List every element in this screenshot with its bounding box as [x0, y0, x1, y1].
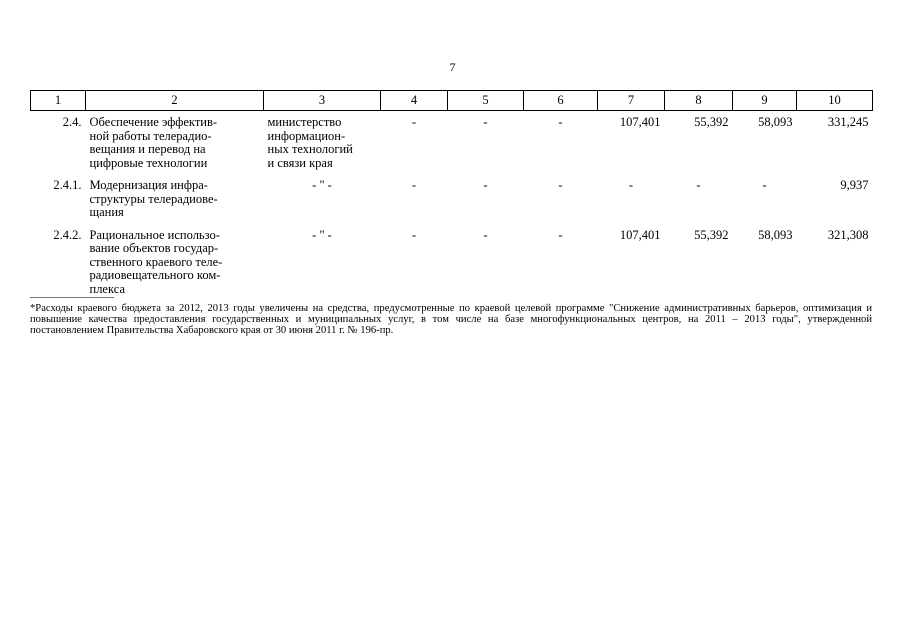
name-line: Обеспечение эффектив- [89, 115, 218, 129]
cell-col8: 55,392 [694, 227, 729, 242]
row-executor [264, 220, 381, 297]
name-line: структуры телерадиове- [89, 191, 218, 206]
row-code: 2.4. [62, 115, 82, 129]
executor-line: - " - [312, 227, 332, 242]
cell-col9: 58,093 [758, 115, 793, 129]
footnote-divider [30, 297, 114, 298]
cell-col4: - [411, 178, 417, 192]
executor-line: информацион- [267, 128, 346, 143]
cell-col7: 107,401 [619, 227, 661, 242]
name-line: плекса [89, 281, 125, 296]
cell-col5: - [483, 115, 488, 129]
table-row [31, 111, 873, 171]
executor-line: ных технологий [267, 142, 353, 156]
cell-col6: - [558, 227, 563, 242]
cell-col9: - [762, 178, 767, 192]
row-code: 2.4.1. [53, 178, 82, 192]
cell-col9: 58,093 [758, 227, 793, 242]
cell-col4: - [411, 115, 417, 129]
cell-col8: - [696, 178, 701, 192]
cell-col8: 55,392 [694, 115, 729, 129]
table-header-row [31, 91, 873, 111]
cell-col5: - [483, 178, 488, 192]
table-row [31, 170, 873, 220]
name-line: Рациональное использо- [89, 227, 220, 242]
name-line: щания [89, 205, 124, 219]
header-cell: 8 [665, 91, 733, 111]
header-cell: 10 [797, 91, 873, 111]
cell-col5: - [483, 227, 488, 242]
name-line: вещания и перевод на [89, 142, 206, 156]
name-line: ной работы телерадио- [89, 128, 212, 143]
header-cell: 5 [448, 91, 524, 111]
row-name [86, 220, 264, 297]
row-executor [264, 111, 381, 171]
row-executor [264, 170, 381, 220]
executor-line: - " - [312, 178, 332, 192]
name-line: вание объектов государ- [89, 241, 219, 255]
cell-col10: 321,308 [827, 227, 869, 242]
row-name [86, 170, 264, 220]
name-line: ственного краевого теле- [89, 254, 223, 269]
cell-col7: 107,401 [619, 115, 661, 129]
cell-col10: 331,245 [827, 115, 869, 129]
executor-line: министерство [267, 115, 342, 129]
name-line: цифровые технологии [89, 155, 208, 170]
cell-col10: 9,937 [840, 178, 869, 192]
header-cell: 6 [524, 91, 598, 111]
header-cell: 2 [86, 91, 264, 111]
budget-table [30, 90, 873, 296]
page-number: 7 [449, 60, 456, 74]
cell-col6: - [558, 115, 563, 129]
table-row [31, 220, 873, 297]
cell-col6: - [558, 178, 563, 192]
name-line: Модернизация инфра- [89, 178, 208, 192]
header-cell: 4 [381, 91, 448, 111]
footnote: *Расходы краевого бюджета за 2012, 2013 годы увеличены на средства, предусмотренные по краевой целевой программе "Снижение административных барьеров, оптимизация и повышение качества предоставления государственных и муниципальных услуг, в том числе на базе многофункциональных центров, на 2011 – 2013 годы", утвержденной постановлением Правительства Хабаровского края от 30 июня 2011 г. № 196-пр. [30, 303, 872, 336]
row-name [86, 111, 264, 171]
name-line: радиовещательного ком- [89, 268, 221, 282]
header-cell: 9 [733, 91, 797, 111]
row-code: 2.4.2. [53, 227, 82, 242]
header-cell: 7 [598, 91, 665, 111]
header-cell: 1 [31, 91, 86, 111]
cell-col7: - [628, 178, 634, 192]
header-cell: 3 [264, 91, 381, 111]
executor-line: и связи края [267, 155, 333, 170]
cell-col4: - [411, 227, 417, 242]
